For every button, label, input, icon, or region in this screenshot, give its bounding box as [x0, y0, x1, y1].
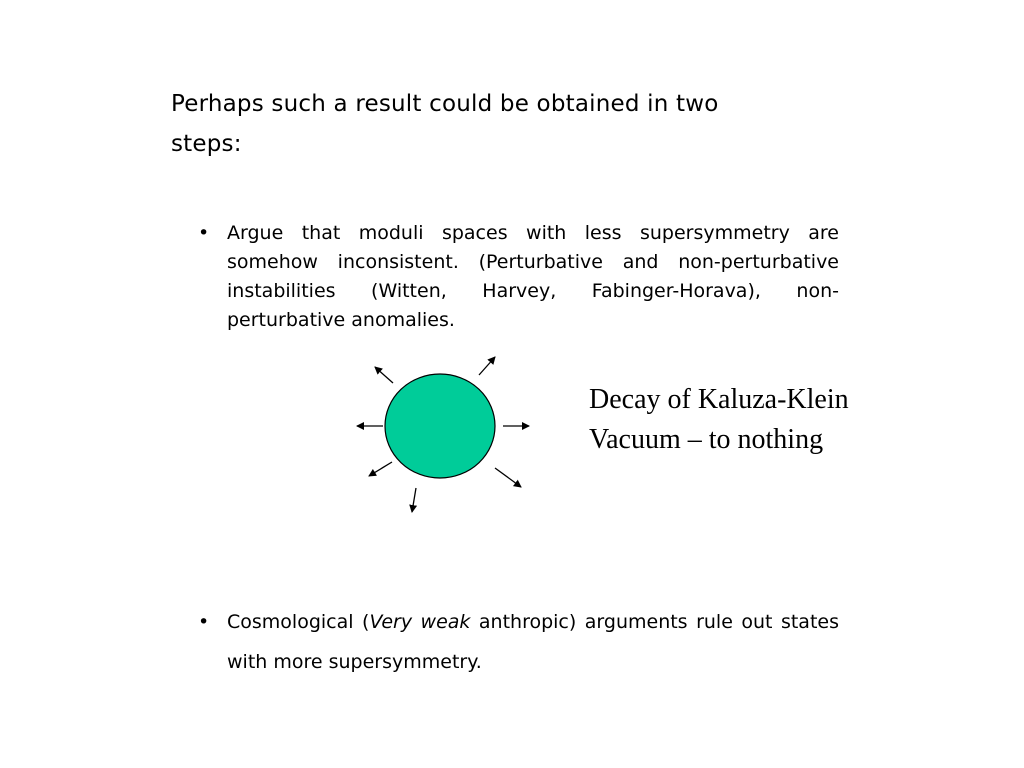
- bullet-marker: •: [198, 222, 210, 244]
- bullet-marker: •: [198, 611, 210, 633]
- arrow-up-left: [375, 367, 393, 383]
- intro-text: [171, 84, 851, 164]
- bullet-text-italic: Very weak: [369, 611, 471, 633]
- intro-line-1: Perhaps such a result could be obtained in two: [171, 91, 719, 117]
- figure-caption: [589, 380, 929, 460]
- arrow-down: [412, 488, 416, 512]
- bullet-text-end: anthropic) arguments rule out states with more supersymmetry.: [227, 611, 839, 673]
- bubble-decay-figure: [345, 345, 545, 525]
- vacuum-bubble: [385, 374, 495, 478]
- bullet-text: [227, 602, 839, 682]
- arrow-down-left: [369, 462, 392, 476]
- arrow-up-right: [479, 357, 495, 375]
- bullet-text-start: Cosmological (: [227, 611, 370, 633]
- bullet-text: Argue that moduli spaces with less supersymmetry are somehow inconsistent. (Perturbative and non-perturbative instabilities (Witten, Harvey, Fabinger-Horava), non-perturbative anomalies.: [227, 222, 839, 331]
- bubble-diagram: [345, 345, 545, 525]
- intro-line-2: steps:: [171, 131, 242, 157]
- caption-line-2: Vacuum – to nothing: [589, 424, 824, 455]
- caption-line-1: Decay of Kaluza-Klein: [589, 384, 849, 415]
- arrow-down-right: [495, 468, 521, 487]
